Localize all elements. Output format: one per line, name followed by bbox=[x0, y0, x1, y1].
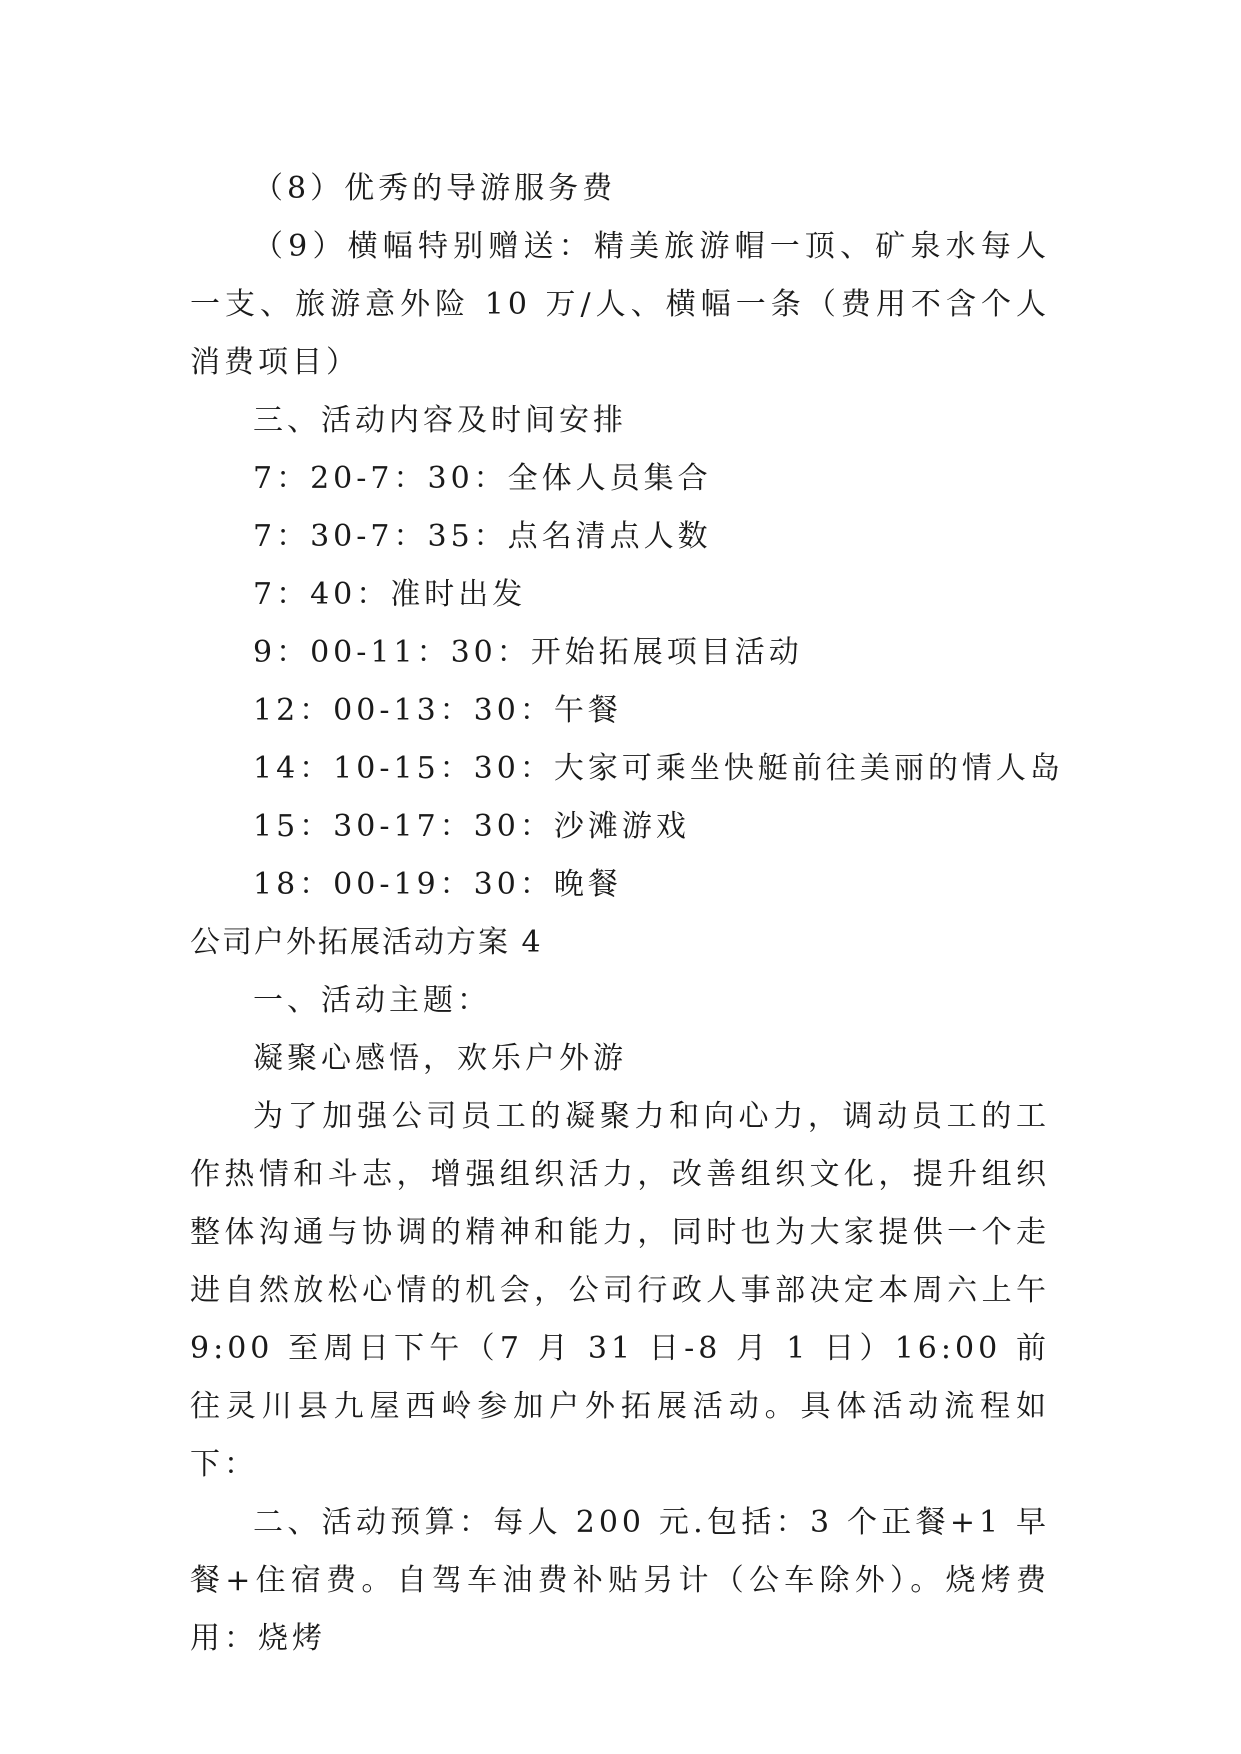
schedule-item: 7：20-7：30：全体人员集合 bbox=[253, 461, 712, 496]
intro-paragraph: 为了加强公司员工的凝聚力和向心力，调动员工的工作热情和斗志，增强组织活力，改善组织文化，提升组织整体沟通与协调的精神和能力，同时也为大家提供一个走进自然放松心情的机会，公司行政人事部决定本周六上午 9:00 至周日下午（7 月 31 日-8 月 1 日）16:00 前往灵川县九屋西岭参加户外拓展活动。具体活动流程如下： bbox=[190, 1099, 1050, 1482]
schedule-item: 9：00-11：30：开始拓展项目活动 bbox=[253, 635, 803, 670]
schedule-item: 18：00-19：30：晚餐 bbox=[253, 867, 622, 902]
schedule-item: 7：30-7：35：点名清点人数 bbox=[253, 519, 712, 554]
list-item-9: （9）横幅特别赠送：精美旅游帽一顶、矿泉水每人一支、旅游意外险 10 万/人、横幅一条（费用不含个人消费项目） bbox=[190, 229, 1050, 380]
section-heading-schedule: 三、活动内容及时间安排 bbox=[253, 403, 627, 438]
budget-paragraph: 二、活动预算：每人 200 元.包括：3 个正餐+1 早餐+住宿费。自驾车油费补贴另计（公车除外）。烧烤费用：烧烤 bbox=[190, 1505, 1050, 1656]
schedule-item: 12：00-13：30：午餐 bbox=[253, 693, 622, 728]
schedule-item: 15：30-17：30：沙滩游戏 bbox=[253, 809, 690, 844]
theme-heading: 一、活动主题： bbox=[253, 983, 491, 1018]
document-body bbox=[190, 160, 1064, 1668]
plan-title: 公司户外拓展活动方案 4 bbox=[190, 925, 543, 960]
schedule-item: 14：10-15：30：大家可乘坐快艇前往美丽的情人岛 bbox=[253, 751, 1064, 786]
theme-text: 凝聚心感悟，欢乐户外游 bbox=[253, 1041, 627, 1076]
list-item-8: （8）优秀的导游服务费 bbox=[253, 171, 617, 206]
schedule-item: 7：40：准时出发 bbox=[253, 577, 527, 612]
